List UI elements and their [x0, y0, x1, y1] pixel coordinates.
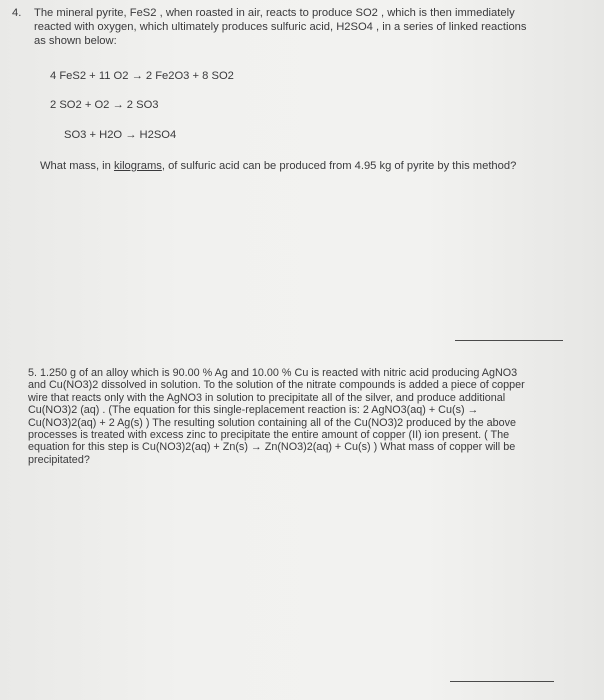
intro-line-3: as shown below:: [34, 35, 117, 47]
prompt-unit: kilograms: [113, 160, 162, 172]
question-4-intro: [34, 6, 584, 48]
q5-line-4: Cu(NO3)2 (aq) . (The equation for this single-replacement reaction is: 2 AgNO3(aq) + Cu(s) →: [28, 404, 479, 417]
question-5: [28, 367, 576, 466]
equation-3: SO3 + H2O → H2SO4: [64, 129, 177, 141]
answer-line-4: [455, 340, 563, 341]
q5-line-8: precipitated?: [28, 453, 90, 466]
equation-1: 4 FeS2 + 11 O2 → 2 Fe2O3 + 8 SO2: [50, 70, 234, 82]
q5-line-5: Cu(NO3)2(aq) + 2 Ag(s) ) The resulting solution containing all of the Cu(NO3)2 produced by the above: [28, 416, 517, 429]
q5-line-2: and Cu(NO3)2 dissolved in solution. To the solution of the nitrate compounds is added a piece of copper: [28, 379, 525, 392]
answer-line-5: [450, 681, 554, 682]
q5-text-1: 1.250 g of an alloy which is 90.00 % Ag and 10.00 % Cu is reacted with nitric acid producing AgNO3: [40, 367, 518, 379]
q5-line-7: equation for this step is Cu(NO3)2(aq) + Zn(s) → Zn(NO3)2(aq) + Cu(s) ) What mass of copper will be: [28, 441, 516, 454]
equation-2: 2 SO2 + O2 → 2 SO3: [50, 99, 159, 111]
intro-line-1: The mineral pyrite, FeS2 , when roasted in air, reacts to produce SO2 , which is then immediately: [34, 7, 515, 19]
intro-line-2: reacted with oxygen, which ultimately produces sulfuric acid, H2SO4 , in a series of linked reactions: [34, 21, 527, 33]
question-5-number: 5.: [28, 367, 38, 379]
prompt-prefix: What mass, in: [40, 160, 114, 172]
question-4-prompt: [40, 160, 516, 172]
q5-line-3: wire that reacts only with the AgNO3 in solution to precipitate all of the silver, and produce additional: [28, 391, 506, 404]
question-4-number: 4.: [12, 7, 22, 19]
q5-line-6: processes is treated with excess zinc to precipitate the entire amount of copper (II) ion present. ( The: [28, 429, 510, 442]
q5-line-1: [28, 367, 576, 379]
prompt-suffix: , of sulfuric acid can be produced from 4.95 kg of pyrite by this method?: [161, 160, 517, 172]
question-4: [12, 6, 584, 48]
